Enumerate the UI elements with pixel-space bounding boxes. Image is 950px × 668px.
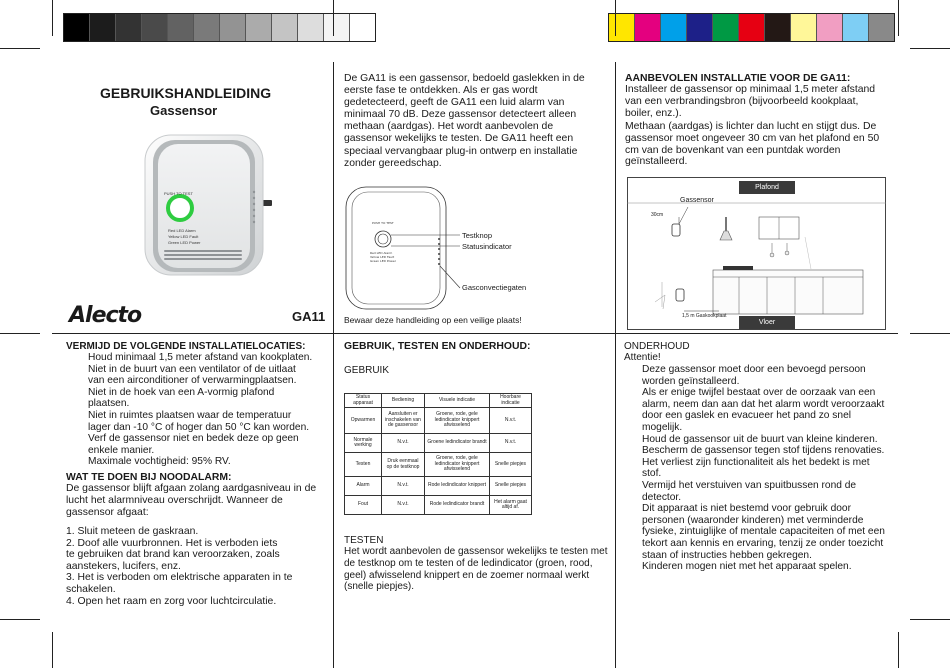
maintenance-line: Bescherm de gassensor tegen stof tijdens renovaties. — [642, 445, 885, 457]
svg-text:Green LED Power: Green LED Power — [370, 259, 396, 263]
crop-mark — [615, 0, 616, 36]
ceiling-distance-label: 30cm — [651, 212, 664, 218]
crop-mark — [333, 0, 334, 36]
crop-mark — [0, 333, 40, 334]
device-led-label: Red LED Alarm — [168, 228, 196, 233]
cover-subtitle: Gassensor — [150, 103, 218, 118]
table-cell: Alarm — [345, 477, 382, 496]
color-swatch — [869, 14, 894, 41]
grayscale-colorbar — [63, 13, 376, 42]
intro-text: De GA11 is een gassensor, bedoeld gaslekken in de eerste fase te ontdekken. Als er gas wordt gedetecteerd, geeft de GA11 een luid alarm van minimaal 70 dB. Deze gassensor detecteert alleen methaan (aardgas). Het wordt aanbevolen de gassensor wekelijks te testen. De GA11 heeft een speciaal vervangbaar plug-in ontwerp en installatie zonder gereedschap. — [344, 73, 585, 169]
color-swatch — [843, 14, 869, 41]
table-cell: Druk eenmaal op de testknop — [382, 453, 425, 477]
emergency-step: 4. Open het raam en zorg voor luchtcirculatie. — [66, 595, 277, 607]
avoid-line: Niet in ruimtes plaatsen waar de temperatuur — [88, 409, 292, 421]
color-swatch — [220, 14, 246, 41]
emergency-text: De gassensor blijft afgaan zolang aardgasniveau in de lucht het alarmniveau overschrijdt. Wanneer de gassensor afgaat: — [66, 483, 317, 518]
emergency-heading: WAT TE DOEN BIJ NOODALARM: — [66, 472, 232, 483]
use-subheading: GEBRUIK — [344, 365, 390, 376]
table-cell: N.v.t. — [382, 496, 425, 515]
crop-mark — [0, 619, 40, 620]
color-swatch — [324, 14, 350, 41]
table-row — [345, 453, 532, 477]
table-header-row — [345, 394, 532, 408]
color-swatch — [64, 14, 90, 41]
ceiling-label: Plafond — [739, 181, 795, 194]
color-swatch — [194, 14, 220, 41]
maintenance-line: mogelijk. — [642, 421, 683, 433]
device-photo — [140, 132, 280, 282]
install-heading: AANBEVOLEN INSTALLATIE VOOR DE GA11: — [625, 73, 851, 84]
crop-mark — [52, 0, 53, 36]
table-header: Bediening — [382, 394, 425, 408]
table-cell: Snelle piepjes — [490, 453, 532, 477]
safe-keep-note: Bewaar deze handleiding op een veilige plaats! — [344, 315, 522, 325]
table-header: Status apparaat — [345, 394, 382, 408]
device-led-label: Green LED Power — [168, 240, 201, 245]
brand-logo: Alecto — [69, 303, 142, 328]
maintenance-list — [642, 364, 892, 573]
table-cell: Fout — [345, 496, 382, 515]
crop-mark — [0, 48, 40, 49]
color-swatch — [661, 14, 687, 41]
avoid-line: Verf de gassensor niet en bedek deze op geen — [88, 433, 299, 445]
avoid-line: plaatsen. — [88, 398, 130, 410]
test-button-label: Testknop — [462, 231, 493, 240]
table-cell: N.v.t. — [382, 477, 425, 496]
crop-mark — [52, 632, 53, 668]
color-swatch — [739, 14, 765, 41]
fold-line-right — [615, 62, 616, 668]
color-swatch — [765, 14, 791, 41]
avoid-line: Niet in de hoek van een A-vormig plafond — [88, 386, 275, 398]
stove-distance-label: 1,5 m Gaskookplaat — [682, 313, 727, 319]
table-cell: Aansluiten er inschakelen van de gassensor — [382, 408, 425, 434]
crop-mark — [910, 48, 950, 49]
table-cell: Groene, rode, gele ledindicator knippert afwisselend — [425, 453, 490, 477]
svg-text:Red LED Alarm: Red LED Alarm — [370, 251, 393, 255]
emergency-step: 2. Doof alle vuurbronnen. Het is verboden iets — [66, 537, 278, 549]
table-header: Visuele indicatie — [425, 394, 490, 408]
emergency-step: schakelen. — [66, 583, 116, 595]
svg-text:PUSH TO TEST: PUSH TO TEST — [372, 221, 394, 225]
table-row — [345, 434, 532, 453]
attention-label: Attentie! — [624, 352, 661, 363]
avoid-heading: VERMIJD DE VOLGENDE INSTALLATIELOCATIES: — [66, 341, 306, 352]
maintenance-line: Kinderen mogen niet met het apparaat spelen. — [642, 561, 852, 573]
maintenance-line: personen (waaronder kinderen) met verminderde — [642, 514, 864, 526]
cmyk-colorbar — [608, 13, 895, 42]
color-swatch — [116, 14, 142, 41]
emergency-step: 3. Het is verboden om elektrische apparaten in te — [66, 572, 293, 584]
table-row — [345, 496, 532, 515]
device-test-label: PUSH TO TEST — [164, 191, 193, 196]
maintenance-heading: ONDERHOUD — [624, 341, 690, 352]
avoid-line: van een airconditioner of verwarmingplaatsen. — [88, 375, 297, 387]
emergency-step: aanstekers, lucifers, enz. — [66, 560, 181, 572]
install-text-1: Installeer de gassensor op minimaal 1,5 meter afstand van een verbrandingsbron (bijvoorbeeld kookplaat, boiler, enz.). — [625, 84, 876, 119]
table-cell: N.v.t. — [490, 434, 532, 453]
maintenance-line: Het verliest zijn functionaliteit als het bedekt is met — [642, 456, 870, 468]
maintenance-line: worden geïnstalleerd. — [642, 375, 740, 387]
color-swatch — [635, 14, 661, 41]
maintenance-line: Houd de gassensor uit de buurt van kleine kinderen. — [642, 433, 878, 445]
test-heading: TESTEN — [344, 535, 384, 546]
maintenance-line: Deze gassensor moet door een bevoegd persoon — [642, 364, 866, 375]
table-header: Hoorbare indicatie — [490, 394, 532, 408]
avoid-list — [88, 352, 333, 468]
crop-mark — [910, 619, 950, 620]
crop-mark — [898, 632, 899, 668]
color-swatch — [246, 14, 272, 41]
table-cell: N.v.t. — [382, 434, 425, 453]
color-swatch — [817, 14, 843, 41]
status-indicator-label: Statusindicator — [462, 242, 512, 251]
color-swatch — [90, 14, 116, 41]
crop-mark — [898, 0, 899, 36]
maintenance-line: Dit apparaat is niet bestemd voor gebruik door — [642, 503, 851, 515]
maintenance-line: staan of instructies hebben gekregen. — [642, 549, 812, 561]
emergency-step: 1. Sluit meteen de gaskraan. — [66, 526, 199, 537]
color-swatch — [142, 14, 168, 41]
table-cell: Snelle piepjes — [490, 477, 532, 496]
emergency-step: te gebruiken dat brand kan veroorzaken, zoals — [66, 549, 280, 561]
table-cell: Het alarm gaat altijd af. — [490, 496, 532, 515]
color-swatch — [791, 14, 817, 41]
model-number: GA11 — [292, 309, 326, 324]
avoid-line: enkele manier. — [88, 444, 155, 456]
room-diagram — [627, 177, 886, 330]
maintenance-line: tekort aan kennis en ervaring, tenzij ze onder toezicht — [642, 537, 884, 549]
color-swatch — [298, 14, 324, 41]
color-swatch — [713, 14, 739, 41]
use-heading: GEBRUIK, TESTEN EN ONDERHOUD: — [344, 341, 531, 352]
status-table — [344, 393, 532, 515]
table-cell: Normale werking — [345, 434, 382, 453]
table-cell: N.v.t. — [490, 408, 532, 434]
table-cell: Rode ledindicator knippert — [425, 477, 490, 496]
cover-title: GEBRUIKSHANDLEIDING — [100, 85, 272, 101]
color-swatch — [272, 14, 298, 41]
table-cell: Opwarmen — [345, 408, 382, 434]
color-swatch — [609, 14, 635, 41]
fold-line-left — [333, 62, 334, 668]
color-swatch — [168, 14, 194, 41]
avoid-line: Niet in de buurt van een ventilator of de uitlaat — [88, 363, 296, 375]
table-cell: Rode ledindicator brandt — [425, 496, 490, 515]
maintenance-line: Vermijd het verstuiven van spuitbussen rond de — [642, 479, 857, 491]
maintenance-line: fysieke, zintuiglijke of mentale capaciteiten of met een — [642, 526, 885, 538]
install-text-2: Methaan (aardgas) is lichter dan lucht en stijgt dus. De gassensor moet ongeveer 30 cm van het plafond en 50 cm van de bovenkant van een puntdak worden geïnstalleerd. — [625, 121, 880, 168]
maintenance-line: stof. — [642, 468, 662, 480]
avoid-line: lager dan -10 °C of hoger dan 50 °C kan worden. — [88, 421, 310, 433]
device-led-label: Yellow LED Fault — [168, 234, 199, 239]
gas-vents-label: Gasconvectiegaten — [462, 283, 527, 292]
table-row — [345, 408, 532, 434]
floor-label: Vloer — [739, 316, 795, 329]
avoid-line: Houd minimaal 1,5 meter afstand van kookplaten. — [88, 352, 313, 363]
table-cell: Testen — [345, 453, 382, 477]
emergency-steps — [66, 526, 326, 607]
maintenance-line: detector. — [642, 491, 682, 503]
maintenance-line: door een gaslek en evacueer het pand zo snel — [642, 410, 851, 422]
table-cell: Groene ledindicator brandt — [425, 434, 490, 453]
maintenance-line: alarm, neem dan aan dat het alarm wordt veroorzaakt — [642, 398, 885, 410]
svg-text:Yellow LED Fault: Yellow LED Fault — [370, 255, 395, 259]
color-swatch — [350, 14, 375, 41]
color-swatch — [687, 14, 713, 41]
maintenance-line: Als er enige twijfel bestaat over de oorzaak van een — [642, 387, 876, 399]
fold-line-middle — [52, 333, 898, 334]
test-text: Het wordt aanbevolen de gassensor wekelijks te testen met de testknop om te testen of de ledindicator (groen, rood, geel) afwisselend knippert en de zoemer normaal werkt (snelle piepjes). — [344, 546, 608, 593]
table-cell: Groene, rode, gele ledindicator knippert afwisselend — [425, 408, 490, 434]
avoid-line: Maximale vochtigheid: 95% RV. — [88, 456, 231, 468]
table-row — [345, 477, 532, 496]
crop-mark — [910, 333, 950, 334]
sensor-label: Gassensor — [680, 197, 714, 204]
